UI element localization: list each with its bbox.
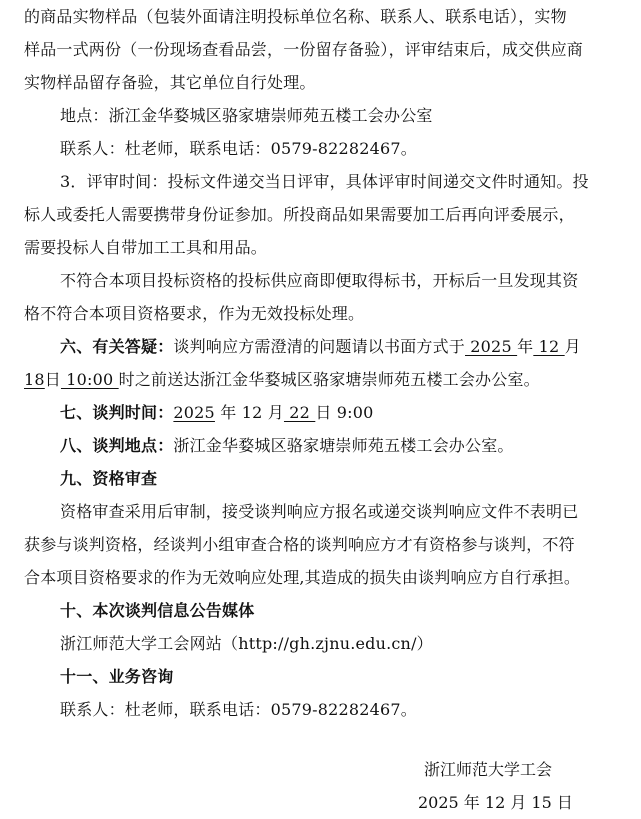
consult-contact-line: 联系人：杜老师，联系电话：0579-82282467。 bbox=[60, 700, 417, 719]
section-6-line-2 bbox=[24, 363, 630, 396]
paragraph-line: 的商品实物样品（包装外面请注明投标单位名称、联系人、联系电话），实物 bbox=[24, 7, 567, 26]
qa-deadline-year: 2025 bbox=[465, 337, 518, 356]
month-unit: 月 bbox=[564, 337, 581, 356]
section-6-text: 谈判响应方需澄清的问题请以书面方式于 bbox=[173, 337, 466, 356]
paragraph-line: 获参与谈判资格，经谈判小组审查合格的谈判响应方才有资格参与谈判，不符 bbox=[24, 535, 575, 554]
section-7-line bbox=[60, 396, 630, 429]
location-line: 地点：浙江金华婺城区骆家塘崇师苑五楼工会办公室 bbox=[60, 106, 433, 125]
paragraph-line: 资格审查采用后审制，接受谈判响应方报名或递交谈判响应文件不表明已 bbox=[60, 502, 579, 521]
paragraph-line: 合本项目资格要求的作为无效响应处理,其造成的损失由谈判响应方自行承担。 bbox=[24, 568, 581, 587]
qa-deadline-time: 10:00 bbox=[60, 370, 119, 389]
paragraph-line: 需要投标人自带加工工具和用品。 bbox=[24, 238, 268, 257]
paragraph-line: 样品一式两份（一份现场查看品尝，一份留存备验），评审结束后，成交供应商 bbox=[24, 40, 584, 59]
negotiation-year: 2025 bbox=[173, 403, 215, 422]
negotiation-day: 22 bbox=[283, 403, 316, 422]
negotiation-month: 年 12 月 bbox=[214, 403, 284, 422]
section-10-heading: 十、本次谈判信息公告媒体 bbox=[60, 601, 255, 620]
paragraph-line: 不符合本项目投标资格的投标供应商即便取得标书，开标后一旦发现其资 bbox=[60, 271, 579, 290]
section-6-text-2: 时之前送达浙江金华婺城区骆家塘崇师苑五楼工会办公室。 bbox=[118, 370, 540, 389]
paragraph-line: 格不符合本项目资格要求，作为无效投标处理。 bbox=[24, 304, 365, 323]
contact-line: 联系人：杜老师，联系电话：0579-82282467。 bbox=[60, 139, 417, 158]
website-line: 浙江师范大学工会网站（http://gh.zjnu.edu.cn/） bbox=[60, 634, 433, 653]
section-7-heading: 七、谈判时间： bbox=[60, 403, 174, 422]
section-6-heading: 六、有关答疑： bbox=[60, 337, 174, 356]
qa-deadline-day: 18 bbox=[24, 370, 45, 389]
signature-org: 浙江师范大学工会 bbox=[424, 760, 553, 779]
year-unit: 年 bbox=[517, 337, 534, 356]
day-unit: 日 bbox=[44, 370, 61, 389]
review-time-line: 3．评审时间：投标文件递交当日评审，具体评审时间递交文件时通知。投 bbox=[60, 172, 589, 191]
paragraph-line: 实物样品留存备验，其它单位自行处理。 bbox=[24, 73, 316, 92]
paragraph-line: 标人或委托人需要携带身份证参加。所投商品如果需要加工后再向评委展示， bbox=[24, 205, 575, 224]
negotiation-location: 浙江金华婺城区骆家塘崇师苑五楼工会办公室。 bbox=[173, 436, 514, 455]
section-6-line bbox=[60, 330, 630, 363]
section-9-heading: 九、资格审查 bbox=[60, 469, 158, 488]
section-8-heading: 八、谈判地点： bbox=[60, 436, 174, 455]
section-8-line bbox=[60, 429, 630, 462]
negotiation-time: 日 9:00 bbox=[315, 403, 374, 422]
section-11-heading: 十一、业务咨询 bbox=[60, 667, 174, 686]
signature-date: 2025 年 12 月 15 日 bbox=[418, 793, 573, 812]
qa-deadline-month: 12 bbox=[533, 337, 565, 356]
